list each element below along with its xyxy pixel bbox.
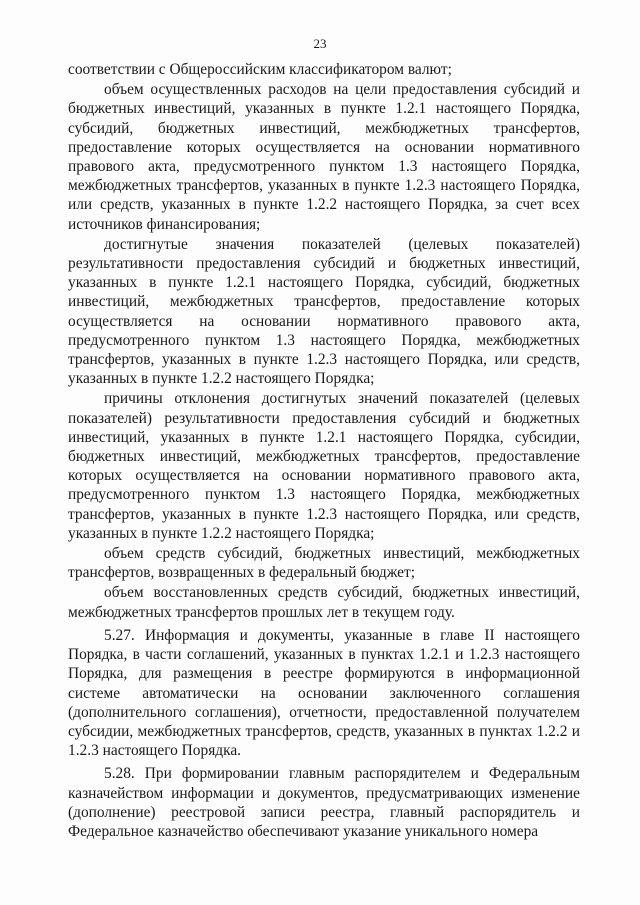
paragraph-achieved-indicators: достигнутые значения показателей (целевых показателей) результативности предоставления субсидий и бюджетных инвестиций, указанных в пункте 1.2.1 настоящего Порядка, субсидий, бюджетных инвестиций, межбюджетных трансфертов, предоставление которых осуществляется на основании нормативного правового акта, предусмотренного пунктом 1.3 настоящего Порядка, межбюджетных трансфертов, указанных в пункте 1.2.3 настоящего Порядка, или средств, указанных в пункте 1.2.2 настоящего Порядка; <box>68 235 580 388</box>
paragraph-deviation-reasons: причины отклонения достигнутых значений показателей (целевых показателей) результативности предоставления субсидий и бюджетных инвестиций, указанных в пункте 1.2.1 настоящего Порядка, субсидии, бюджетных инвестиций, межбюджетных трансфертов, предоставление которых осуществляется на основании нормативного правового акта, предусмотренного пунктом 1.3 настоящего Порядка, межбюджетных трансфертов, указанных в пункте 1.2.3 настоящего Порядка, или средств, указанных в пункте 1.2.2 настоящего Порядка; <box>68 390 580 542</box>
paragraph-continuation: соответствии с Общероссийским классификатором валют; <box>68 61 452 78</box>
paragraph-clause-5-27: 5.27. Информация и документы, указанные в главе II настоящего Порядка, в части соглашений, указанных в пунктах 1.2.1 и 1.2.3 настоящего Порядка, для размещения в реестре формируются в информационной системе автоматически на основании заключенного соглашения (дополнительного соглашения), отчетности, предоставленной получателем субсидии, межбюджетных трансфертов, средств, указанных в пунктах 1.2.2 и 1.2.3 настоящего Порядка. <box>68 626 580 760</box>
document-body <box>68 60 580 841</box>
paragraph-returned-funds: объем средств субсидий, бюджетных инвестиций, межбюджетных трансфертов, возвращенных в федеральный бюджет; <box>68 545 580 582</box>
paragraph-clause-5-28: 5.28. При формировании главным распорядителем и Федеральным казначейством информации и документов, предусматривающих изменение (дополнение) реестровой записи реестра, главный распорядитель и Федеральное казначейство обеспечивают указание уникального номера <box>68 765 580 840</box>
page-number: 23 <box>313 36 327 51</box>
paragraph-expenses-volume: объем осуществленных расходов на цели предоставления субсидий и бюджетных инвестиций, указанных в пункте 1.2.1 настоящего Порядка, субсидий, бюджетных инвестиций, межбюджетных трансфертов, предоставление которых осуществляется на основании нормативного правового акта, предусмотренного пунктом 1.3 настоящего Порядка, межбюджетных трансфертов, указанных в пункте 1.2.3 настоящего Порядка, или средств, указанных в пункте 1.2.2 настоящего Порядка, за счет всех источников финансирования; <box>68 81 580 233</box>
paragraph-restored-funds: объем восстановленных средств субсидий, бюджетных инвестиций, межбюджетных трансфертов прошлых лет в текущем году. <box>68 584 580 621</box>
